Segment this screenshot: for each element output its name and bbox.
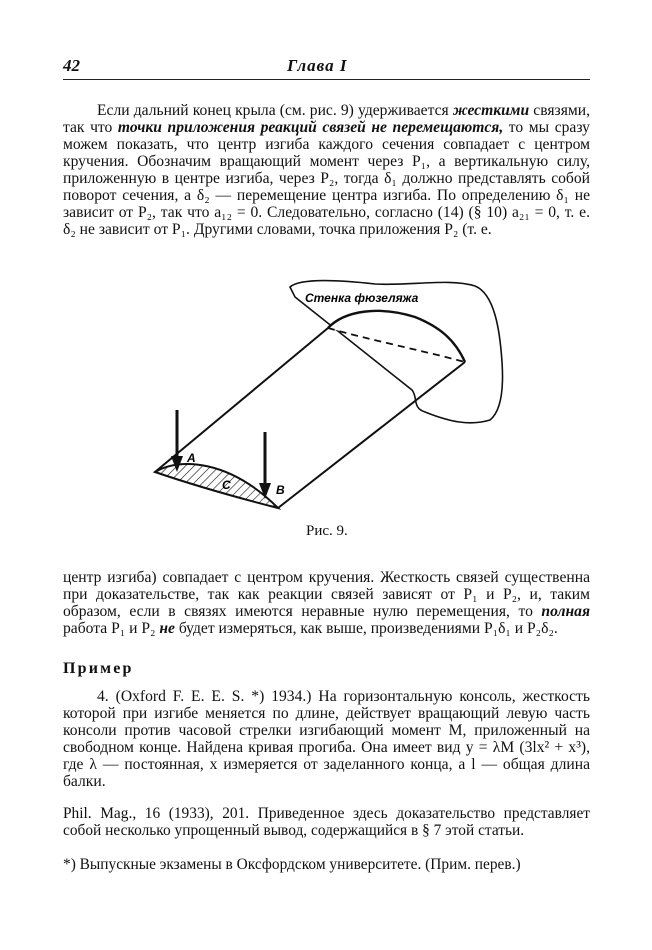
- trailing-edge: [278, 362, 465, 508]
- wing-diagram: [150, 272, 510, 512]
- footnote-1: Phil. Mag., 16 (1933), 201. Приведенное здесь доказательство представляет собой несколько упрощенный вывод, содержащийся в § 7 этой статьи.: [63, 805, 591, 839]
- footnote-2: *) Выпускные экзамены в Оксфордском университете. (Прим. перев.): [63, 856, 521, 873]
- chapter-title: Глава I: [287, 56, 348, 75]
- label-c: C: [222, 478, 231, 492]
- wing-figure: [150, 272, 510, 512]
- leading-edge: [155, 328, 328, 472]
- label-b: B: [276, 483, 285, 497]
- page-number: 42: [63, 56, 80, 75]
- example-paragraph: 4. (Oxford F. E. E. S. *) 1934.) На горизонтальную консоль, жесткость которой при изгибе меняется по длине, действует вращающий левую часть консоли против часовой стрелки изгибающий момент M, приложенный на свободном конце. Найдена кривая прогиба. Она имеет вид y = λM (3lx² + x³), где λ — постоянная, x измеряется от заделанного конца, а l — общая длина балки.: [63, 688, 590, 790]
- tip-section: [155, 464, 278, 508]
- header-rule: [63, 79, 590, 80]
- wall-label: Стенка фюзеляжа: [305, 291, 419, 305]
- figure-caption: Рис. 9.: [306, 523, 348, 539]
- label-a: A: [187, 451, 196, 465]
- section-title: Пример: [63, 660, 134, 677]
- paragraph-2: центр изгиба) совпадает с центром кручения. Жесткость связей существенна при доказательстве, так как реакции связей зависят от P₁ и P₂, и, таким образом, если в связях имеются неравные нулю перемещения, то полная работа P₁ и P₂ не будет измеряться, как выше, произведениями P₁δ₁ и P₂δ₂.: [63, 569, 590, 637]
- root-section: [328, 311, 465, 362]
- paragraph-1: Если дальний конец крыла (см. рис. 9) удерживается жесткими связями, так что точки приложения реакций связей не перемещаются, то мы сразу можем показать, что центр изгиба каждого сечения совпадает с центром кручения. Обозначим вращающий момент через P₁, а вертикальную силу, приложенную в центре изгиба, через P₂, тогда δ₁ должно представлять собой поворот сечения, а δ₂ — перемещение центра изгиба. По определению δ₁ не зависит от P₂, так что a₁₂ = 0. Следовательно, согласно (14) (§ 10) a₂₁ = 0, т. е. δ₂ не зависит от P₁. Другими словами, точка приложения P₂ (т. е.: [63, 102, 590, 238]
